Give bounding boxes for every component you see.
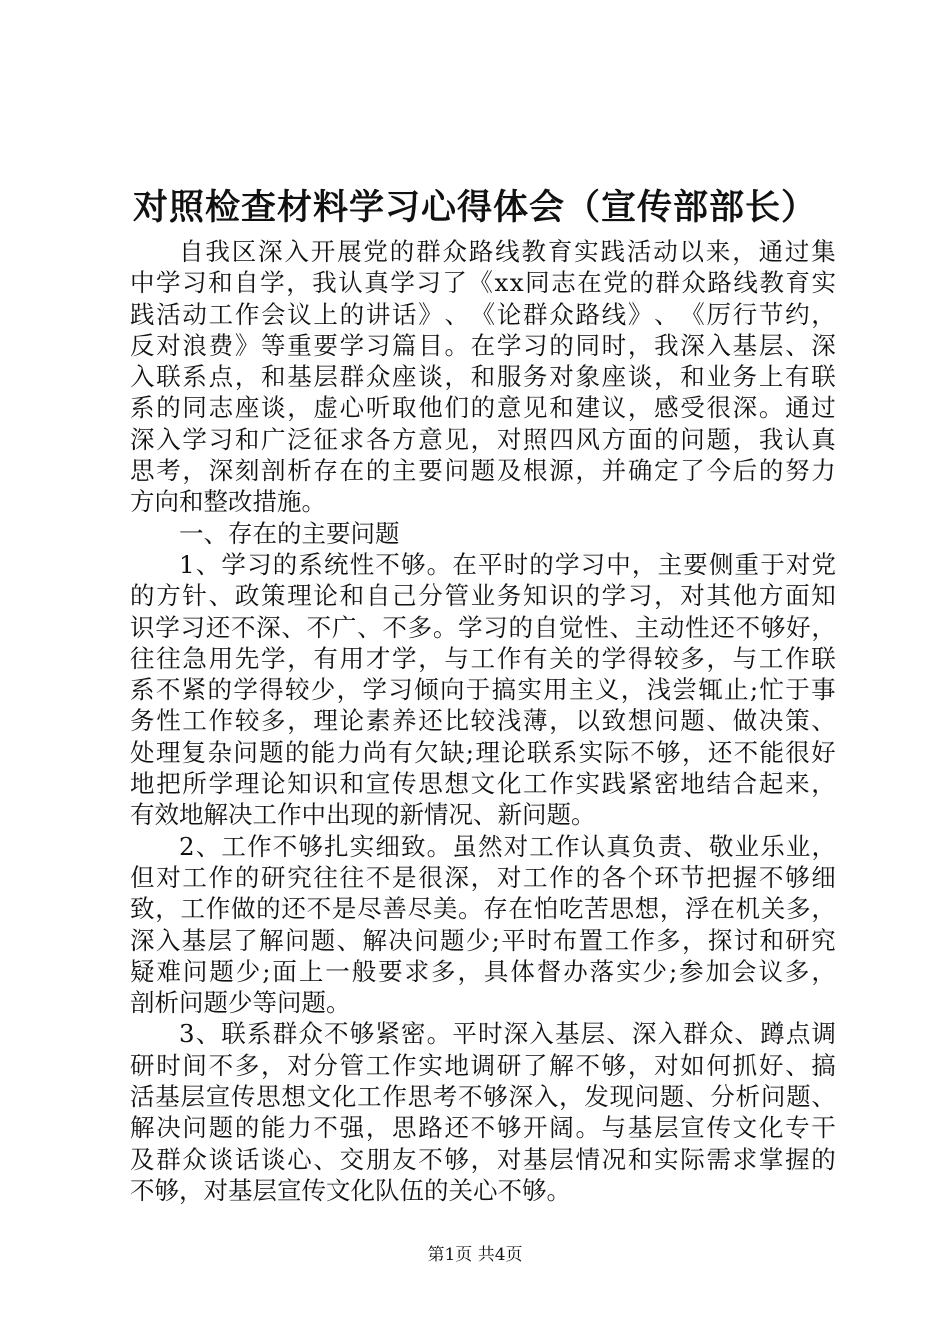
text-line: 中 学 习 和 自 学 ， 我 认 真 学 习 了 《 x x 同 志 在 党 的 群 众 路 线 教 育 实 — [130, 268, 836, 298]
text-line: 地 把 所 学 理 论 知 识 和 宣 传 思 想 文 化 工 作 实 践 紧 密 地 结 合 起 来 ， — [130, 769, 836, 799]
text-line: 一、存在的主要问题 — [179, 518, 400, 548]
text-line: 系 的 同 志 座 谈 ， 虚 心 听 取 他 们 的 意 见 和 建 议 ， 感 受 很 深 。 通 过 — [130, 393, 836, 423]
text-line: 系 不 紧 的 学 得 较 少 ， 学 习 倾 向 于 搞 实 用 主 义 ， 浅 尝 辄 止 ; 忙 于 事 — [130, 675, 836, 705]
text-line: 思 考 ， 深 刻 剖 析 存 在 的 主 要 问 题 及 根 源 ， 并 确 定 了 今 后 的 努 力 — [130, 456, 836, 486]
text-line: 活 基 层 宣 传 思 想 文 化 工 作 思 考 不 够 深 入 ， 发 现 问 题 、 分 析 问 题 、 — [130, 1082, 836, 1112]
text-line: 1 、 学 习 的 系 统 性 不 够 。 在 平 时 的 学 习 中 ， 主 要 侧 重 于 对 党 — [179, 549, 836, 579]
text-line: 及 群 众 谈 话 谈 心 、 交 朋 友 不 够 ， 对 基 层 情 况 和 实 际 需 求 掌 握 的 — [130, 1144, 836, 1174]
paragraph-item-1 — [130, 549, 836, 831]
text-line: 深 入 基 层 了 解 问 题 、 解 决 问 题 少 ; 平 时 布 置 工 作 多 ， 探 讨 和 研 究 — [130, 925, 836, 955]
document-body — [130, 236, 836, 1206]
text-line: 解 决 问 题 的 能 力 不 强 ， 思 路 还 不 够 开 阔 。 与 基 层 宣 传 文 化 专 干 — [130, 1113, 836, 1143]
text-line: 入 联 系 点 ， 和 基 层 群 众 座 谈 ， 和 服 务 对 象 座 谈 ， 和 业 务 上 有 联 — [130, 362, 836, 392]
text-line: 往 往 急 用 先 学 ， 有 用 才 学 ， 与 工 作 有 关 的 学 得 较 多 ， 与 工 作 联 — [130, 643, 836, 673]
paragraph-intro — [130, 236, 836, 518]
text-line: 3 、 联 系 群 众 不 够 紧 密 。 平 时 深 入 基 层 、 深 入 群 众 、 蹲 点 调 — [179, 1019, 836, 1049]
text-line: 研 时 间 不 多 ， 对 分 管 工 作 实 地 调 研 了 解 不 够 ， 对 如 何 抓 好 、 搞 — [130, 1050, 836, 1080]
text-line: 2 、 工 作 不 够 扎 实 细 致 。 虽 然 对 工 作 认 真 负 责 、 敬 业 乐 业 ， — [179, 831, 836, 861]
text-line: 不够，对基层宣传文化队伍的关心不够。 — [130, 1175, 571, 1205]
section-heading — [130, 518, 836, 549]
text-line: 处 理 复 杂 问 题 的 能 力 尚 有 欠 缺 ; 理 论 联 系 实 际 不 够 ， 还 不 能 很 好 — [130, 737, 836, 767]
text-line: 疑 难 问 题 少 ; 面 上 一 般 要 求 多 ， 具 体 督 办 落 实 少 ; 参 加 会 议 多 ， — [130, 956, 836, 986]
text-line: 致 ， 工 作 做 的 还 不 是 尽 善 尽 美 。 存 在 怕 吃 苦 思 想 ， 浮 在 机 关 多 ， — [130, 894, 836, 924]
text-line: 的 方 针 、 政 策 理 论 和 自 己 分 管 业 务 知 识 的 学 习 ， 对 其 他 方 面 知 — [130, 581, 836, 611]
paragraph-item-3 — [130, 1018, 836, 1206]
text-line: 践 活 动 工 作 会 议 上 的 讲 话 》 、 《 论 群 众 路 线 》 、 《 厉 行 节 约 ， — [130, 299, 836, 329]
text-line: 务 性 工 作 较 多 ， 理 论 素 养 还 比 较 浅 薄 ， 以 致 想 问 题 、 做 决 策 、 — [130, 706, 836, 736]
text-line: 自 我 区 深 入 开 展 党 的 群 众 路 线 教 育 实 践 活 动 以 来 ， 通 过 集 — [179, 237, 836, 266]
text-line: 深 入 学 习 和 广 泛 征 求 各 方 意 见 ， 对 照 四 风 方 面 的 问 题 ， 我 认 真 — [130, 424, 836, 454]
document-title: 对照检查材料学习心得体会（宣传部部长） — [132, 188, 817, 228]
text-line: 剖析问题少等问题。 — [130, 988, 351, 1018]
text-line: 有效地解决工作中出现的新情况、新问题。 — [130, 800, 596, 830]
page-number: 第1页 共4页 — [427, 1245, 523, 1265]
paragraph-item-2 — [130, 831, 836, 1019]
text-line: 但 对 工 作 的 研 究 往 往 不 是 很 深 ， 对 工 作 的 各 个 环 节 把 握 不 够 细 — [130, 862, 836, 892]
text-line: 反 对 浪 费 》 等 重 要 学 习 篇 目 。 在 学 习 的 同 时 ， 我 深 入 基 层 、 深 — [130, 330, 836, 360]
text-line: 识 学 习 还 不 深 、 不 广 、 不 多 。 学 习 的 自 觉 性 、 主 动 性 还 不 够 好 ， — [130, 612, 836, 642]
text-line: 方向和整改措施。 — [130, 487, 326, 517]
